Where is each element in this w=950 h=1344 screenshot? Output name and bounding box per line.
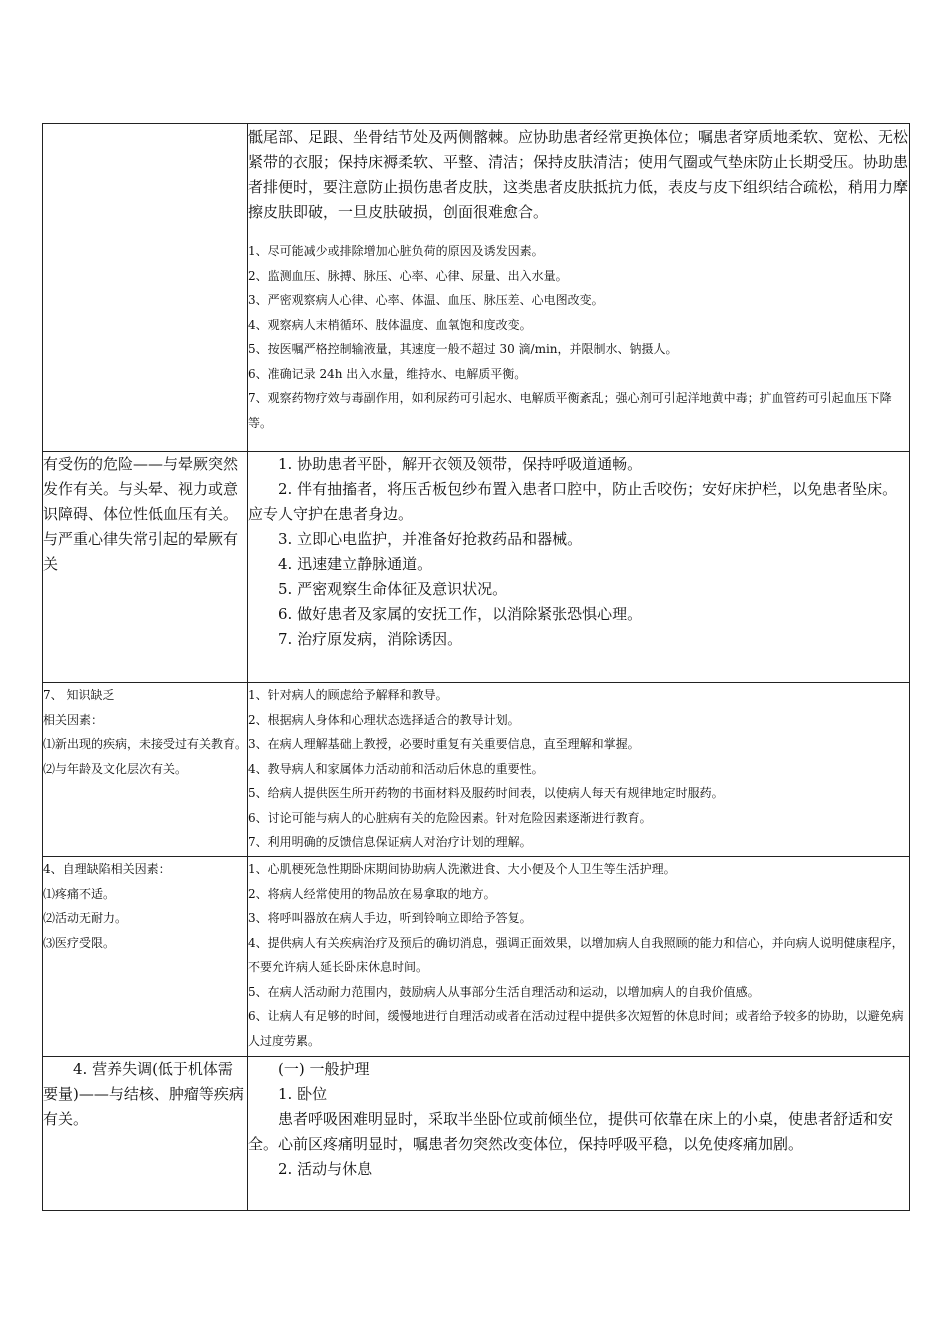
list-item: 3、将呼叫器放在病人手边，听到铃响立即给予答复。 <box>248 911 532 925</box>
intervention-cell <box>248 857 910 1057</box>
list-item: 1. 协助患者平卧，解开衣领及领带，保持呼吸道通畅。 <box>278 455 643 473</box>
diagnosis-title: 4、自理缺陷相关因素： <box>43 862 171 876</box>
intervention-cell <box>248 1057 910 1211</box>
list-item: 6. 做好患者及家属的安抚工作，以消除紧张恐惧心理。 <box>278 605 643 623</box>
list-item: 3. 立即心电监护，并准备好抢救药品和器械。 <box>278 530 583 548</box>
list-item: 7、观察药物疗效与毒副作用，如利尿药可引起水、电解质平衡紊乱；强心剂可引起洋地黄中毒；扩血管药可引起血压下降等。 <box>248 391 892 430</box>
table-row <box>43 1057 910 1211</box>
list-item: 3、严密观察病人心律、心率、体温、血压、脉压差、心电图改变。 <box>248 293 604 307</box>
diagnosis-cell <box>43 1057 248 1211</box>
diagnosis-cell <box>43 452 248 683</box>
subsection-heading: 2. 活动与休息 <box>278 1160 373 1178</box>
intervention-cell <box>248 452 910 683</box>
intervention-cell <box>248 124 910 452</box>
related-factor: ⑵活动无耐力。 <box>43 911 128 925</box>
related-factor: ⑶医疗受限。 <box>43 935 116 950</box>
list-item: 1、针对病人的顾虑给予解释和教导。 <box>248 688 448 702</box>
diagnosis-text: 4. 营养失调(低于机体需要量)——与结核、肿瘤等疾病有关。 <box>43 1060 244 1128</box>
table-row <box>43 124 910 452</box>
list-item: 2、将病人经常使用的物品放在易拿取的地方。 <box>248 886 496 901</box>
section-heading: (一) 一般护理 <box>278 1060 370 1078</box>
list-item: 3、在病人理解基础上教授，必要时重复有关重要信息，直至理解和掌握。 <box>248 737 640 751</box>
list-item: 5、按医嘱严格控制输液量，其速度一般不超过 30 滴/min，并限制水、钠摄人。 <box>248 342 678 356</box>
diagnosis-cell <box>43 683 248 857</box>
related-factor: ⑵与年龄及文化层次有关。 <box>43 761 188 776</box>
list-item: 4. 迅速建立静脉通道。 <box>278 555 433 573</box>
care-plan-table <box>42 123 910 1211</box>
list-item: 1、心肌梗死急性期卧床期间协助病人洗漱进食、大小便及个人卫生等生活护理。 <box>248 862 676 876</box>
list-item: 6、讨论可能与病人的心脏病有关的危险因素。针对危险因素逐渐进行教育。 <box>248 810 652 825</box>
diagnosis-cell <box>43 124 248 452</box>
related-factor: ⑴疼痛不适。 <box>43 886 116 901</box>
list-item: 4、提供病人有关疾病治疗及预后的确切消息，强调正面效果，以增加病人自我照顾的能力和信心，并向病人说明健康程序，不要允许病人延长卧床休息时间。 <box>248 935 904 974</box>
list-item: 2、监测血压、脉搏、脉压、心率、心律、尿量、出入水量。 <box>248 268 568 283</box>
list-item: 2、根据病人身体和心理状态选择适合的教导计划。 <box>248 712 520 727</box>
list-item: 4、教导病人和家属体力活动前和活动后休息的重要性。 <box>248 761 544 776</box>
list-item: 4、观察病人末梢循环、肢体温度、血氧饱和度改变。 <box>248 317 532 332</box>
body-paragraph: 患者呼吸困难明显时，采取半坐卧位或前倾坐位，提供可依靠在床上的小桌，使患者舒适和安全。心前区疼痛明显时，嘱患者勿突然改变体位，保持呼吸平稳，以免使疼痛加剧。 <box>248 1110 894 1153</box>
diagnosis-cell <box>43 857 248 1057</box>
intervention-cell <box>248 683 910 857</box>
related-factor: ⑴新出现的疾病，未接受过有关教育。 <box>43 737 248 751</box>
table-row <box>43 452 910 683</box>
related-factors-label: 相关因素： <box>43 712 104 727</box>
pressure-care-paragraph: 骶尾部、足跟、坐骨结节处及两侧髂棘。应协助患者经常更换体位；嘱患者穿质地柔软、宽松、无松紧带的衣服；保持床褥柔软、平整、清洁；保持皮肤清洁；使用气圈或气垫床防止长期受压。协助患者排便时，要注意防止损伤患者皮肤，这类患者皮肤抵抗力低，表皮与皮下组织结合疏松，稍用力摩擦皮肤即破，一旦皮肤破损，创面很难愈合。 <box>248 128 909 221</box>
list-item: 5. 严密观察生命体征及意识状况。 <box>278 580 508 598</box>
list-item: 7. 治疗原发病，消除诱因。 <box>278 630 463 648</box>
table-row <box>43 683 910 857</box>
list-item: 6、准确记录 24h 出入水量，维持水、电解质平衡。 <box>248 366 527 381</box>
list-item: 6、让病人有足够的时间，缓慢地进行自理活动或者在活动过程中提供多次短暂的休息时间；或者给予较多的协助，以避免病人过度劳累。 <box>248 1009 904 1048</box>
list-item: 1、尽可能减少或排除增加心脏负荷的原因及诱发因素。 <box>248 244 544 258</box>
list-item: 2. 伴有抽搐者，将压舌板包纱布置入患者口腔中，防止舌咬伤；安好床护栏，以免患者坠床。应专人守护在患者身边。 <box>248 480 898 523</box>
list-item: 7、利用明确的反馈信息保证病人对治疗计划的理解。 <box>248 835 532 849</box>
subsection-heading: 1. 卧位 <box>278 1085 328 1103</box>
diagnosis-title: 7、 知识缺乏 <box>43 688 115 702</box>
table-row <box>43 857 910 1057</box>
list-item: 5、在病人活动耐力范围内，鼓励病人从事部分生活自理活动和运动，以增加病人的自我价值感。 <box>248 984 760 999</box>
list-item: 5、给病人提供医生所开药物的书面材料及服药时间表，以使病人每天有规律地定时服药。 <box>248 786 724 800</box>
diagnosis-text: 有受伤的危险——与晕厥突然发作有关。与头晕、视力或意识障碍、体位性低血压有关。与严重心律失常引起的晕厥有关 <box>43 455 239 573</box>
